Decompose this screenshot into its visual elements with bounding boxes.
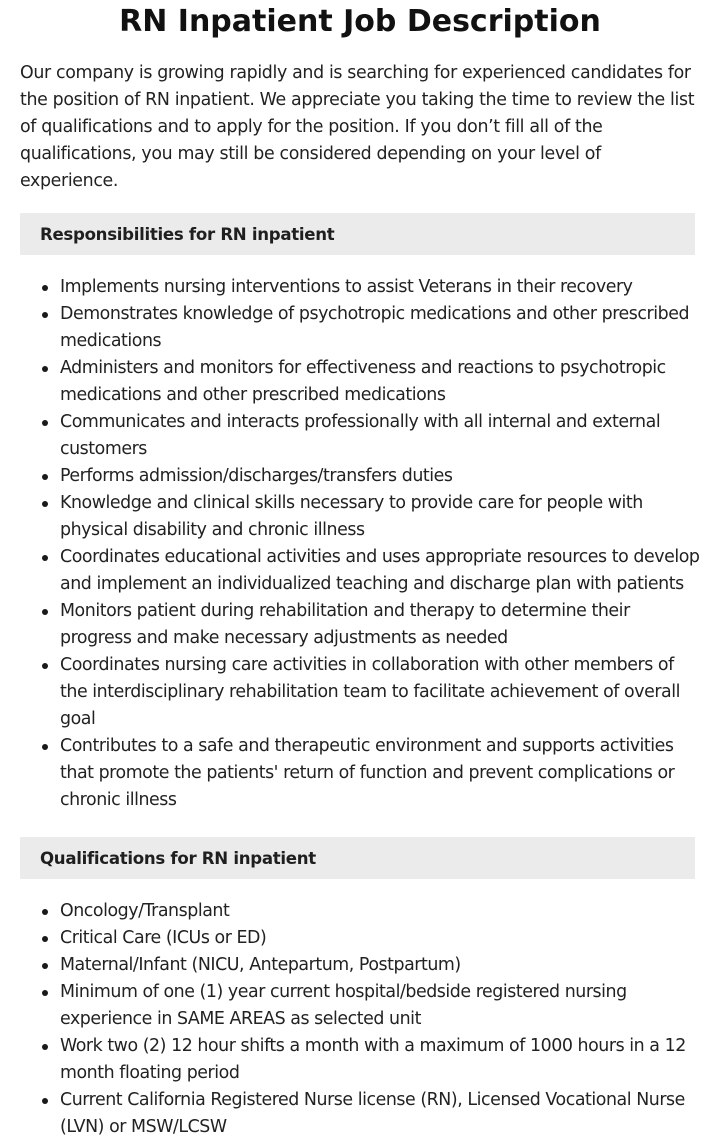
responsibilities-heading: Responsibilities for RN inpatient [20, 213, 695, 255]
responsibilities-list [20, 274, 704, 814]
bullet-icon [42, 474, 48, 480]
list-item-text: Minimum of one (1) year current hospital/bedside registered nursing experience in SAME AREAS as selected unit [60, 982, 627, 1029]
list-item-text: Coordinates nursing care activities in collaboration with other members of the interdisciplinary rehabilitation team to facilitate achievement of overall goal [60, 655, 681, 729]
list-item [20, 409, 704, 463]
qualifications-list [20, 898, 704, 1141]
bullet-icon [42, 366, 48, 372]
list-item [20, 274, 704, 301]
bullet-icon [42, 285, 48, 291]
list-item-text: Communicates and interacts professionally with all internal and external customers [60, 412, 661, 459]
bullet-icon [42, 1044, 48, 1050]
list-item-text: Implements nursing interventions to assist Veterans in their recovery [60, 277, 633, 297]
bullet-icon [42, 555, 48, 561]
list-item [20, 301, 704, 355]
list-item [20, 652, 704, 733]
list-item [20, 733, 704, 814]
intro-paragraph: Our company is growing rapidly and is searching for experienced candidates for the position of RN inpatient. We appreciate you taking the time to review the list of qualifications and to apply for the position. If you don’t fill all of the qualifications, you may still be considered depending on your level of experience. [20, 63, 695, 191]
list-item [20, 544, 704, 598]
bullet-icon [42, 420, 48, 426]
list-item-text: Work two (2) 12 hour shifts a month with a maximum of 1000 hours in a 12 month floating period [60, 1036, 686, 1083]
section-spacer [0, 814, 720, 819]
bullet-icon [42, 744, 48, 750]
bullet-icon [42, 1098, 48, 1104]
list-item-text: Current California Registered Nurse license (RN), Licensed Vocational Nurse (LVN) or MSW/LCSW [60, 1090, 685, 1137]
bullet-icon [42, 312, 48, 318]
list-item [20, 979, 704, 1033]
bullet-icon [42, 990, 48, 996]
page-title: RN Inpatient Job Description [119, 4, 601, 39]
bullet-icon [42, 609, 48, 615]
list-item-text: Maternal/Infant (NICU, Antepartum, Postpartum) [60, 955, 461, 975]
bullet-icon [42, 663, 48, 669]
list-item [20, 490, 704, 544]
list-item-text: Performs admission/discharges/transfers duties [60, 466, 453, 486]
list-item [20, 463, 704, 490]
list-item [20, 925, 704, 952]
list-item [20, 1033, 704, 1087]
list-item-text: Critical Care (ICUs or ED) [60, 928, 267, 948]
list-item-text: Coordinates educational activities and uses appropriate resources to develop and implement an individualized teaching and discharge plan with patients [60, 547, 700, 594]
list-item-text: Monitors patient during rehabilitation and therapy to determine their progress and make necessary adjustments as needed [60, 601, 630, 648]
list-item-text: Administers and monitors for effectiveness and reactions to psychotropic medications and other prescribed medications [60, 358, 666, 405]
list-item [20, 355, 704, 409]
bullet-icon [42, 936, 48, 942]
list-item-text: Demonstrates knowledge of psychotropic medications and other prescribed medications [60, 304, 690, 351]
bullet-icon [42, 909, 48, 915]
list-item [20, 952, 704, 979]
list-item-text: Knowledge and clinical skills necessary to provide care for people with physical disability and chronic illness [60, 493, 643, 540]
bullet-icon [42, 963, 48, 969]
bullet-icon [42, 501, 48, 507]
list-item [20, 898, 704, 925]
list-item [20, 1087, 704, 1141]
qualifications-heading: Qualifications for RN inpatient [20, 837, 695, 879]
list-item-text: Contributes to a safe and therapeutic environment and supports activities that promote the patients' return of function and prevent complications or chronic illness [60, 736, 675, 810]
list-item-text: Oncology/Transplant [60, 901, 230, 921]
list-item [20, 598, 704, 652]
